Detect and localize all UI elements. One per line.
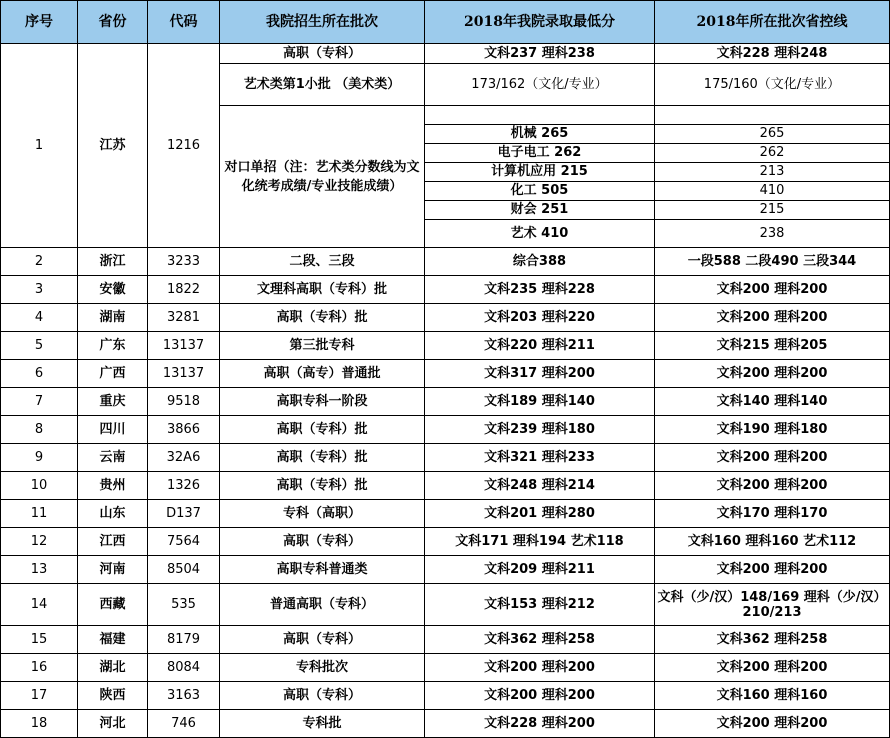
- control-line-cell: 文科200 理科200: [655, 276, 890, 304]
- control-line-cell: 文科190 理科180: [655, 416, 890, 444]
- batch-cell: 高职（高专）普通批: [220, 360, 425, 388]
- code-cell: 9518: [148, 388, 220, 416]
- table-row: [1, 710, 890, 738]
- batch-cell: 高职（专科）批: [220, 416, 425, 444]
- batch-cell: 高职（专科）: [220, 44, 425, 64]
- batch-cell: 高职（专科）批: [220, 444, 425, 472]
- control-line-cell: 文科200 理科200: [655, 654, 890, 682]
- seq-cell: 14: [1, 584, 78, 626]
- province-cell: 西藏: [78, 584, 148, 626]
- province-cell: 陕西: [78, 682, 148, 710]
- province-cell: 河南: [78, 556, 148, 584]
- code-cell: 3281: [148, 304, 220, 332]
- table-row: [1, 626, 890, 654]
- table-row: [1, 304, 890, 332]
- batch-cell: 普通高职（专科）: [220, 584, 425, 626]
- min-score-cell: 文科228 理科200: [425, 710, 655, 738]
- table-row: [1, 472, 890, 500]
- code-cell: 13137: [148, 360, 220, 388]
- table-row: [1, 556, 890, 584]
- min-score-cell: 文科201 理科280: [425, 500, 655, 528]
- batch-cell: 高职（专科）批: [220, 304, 425, 332]
- code-cell: 3233: [148, 248, 220, 276]
- batch-cell: 高职（专科）: [220, 682, 425, 710]
- min-score-cell: 文科248 理科214: [425, 472, 655, 500]
- province-cell: 云南: [78, 444, 148, 472]
- min-score-cell: 文科220 理科211: [425, 332, 655, 360]
- control-line-cell: 文科362 理科258: [655, 626, 890, 654]
- table-row: [1, 44, 890, 64]
- seq-cell: 1: [1, 44, 78, 248]
- province-cell: 河北: [78, 710, 148, 738]
- seq-cell: 17: [1, 682, 78, 710]
- table-row: [1, 500, 890, 528]
- min-score-cell: 综合388: [425, 248, 655, 276]
- code-cell: 3163: [148, 682, 220, 710]
- control-line-cell: 265: [655, 125, 890, 144]
- province-cell: 广东: [78, 332, 148, 360]
- min-score-cell: 文科209 理科211: [425, 556, 655, 584]
- control-line-cell: 文科200 理科200: [655, 556, 890, 584]
- table-row: [1, 332, 890, 360]
- code-cell: 746: [148, 710, 220, 738]
- control-line-cell: 文科160 理科160 艺术112: [655, 528, 890, 556]
- min-score-cell: 电子电工 262: [425, 144, 655, 163]
- province-cell: 山东: [78, 500, 148, 528]
- seq-cell: 11: [1, 500, 78, 528]
- table-row: [1, 276, 890, 304]
- table-row: [1, 584, 890, 626]
- code-cell: 7564: [148, 528, 220, 556]
- control-line-cell: 一段588 二段490 三段344: [655, 248, 890, 276]
- seq-cell: 3: [1, 276, 78, 304]
- control-line-cell: 262: [655, 144, 890, 163]
- province-cell: 湖北: [78, 654, 148, 682]
- table-row: [1, 388, 890, 416]
- province-cell: 广西: [78, 360, 148, 388]
- header-province: 省份: [78, 1, 148, 44]
- table-row: [1, 654, 890, 682]
- batch-cell: 专科批次: [220, 654, 425, 682]
- province-cell: 贵州: [78, 472, 148, 500]
- min-score-cell: 机械 265: [425, 125, 655, 144]
- min-score-cell: 化工 505: [425, 182, 655, 201]
- min-score-cell: 文科200 理科200: [425, 654, 655, 682]
- table-row: [1, 248, 890, 276]
- seq-cell: 2: [1, 248, 78, 276]
- min-score-cell: 文科200 理科200: [425, 682, 655, 710]
- seq-cell: 7: [1, 388, 78, 416]
- code-cell: 13137: [148, 332, 220, 360]
- header-min-score: 2018年我院录取最低分: [425, 1, 655, 44]
- province-cell: 福建: [78, 626, 148, 654]
- control-line-cell: 文科（少/汉）148/169 理科（少/汉）210/213: [655, 584, 890, 626]
- control-line-cell: 文科200 理科200: [655, 472, 890, 500]
- batch-cell: 高职（专科）: [220, 626, 425, 654]
- min-score-cell: 文科189 理科140: [425, 388, 655, 416]
- batch-cell: 高职专科普通类: [220, 556, 425, 584]
- batch-cell: 高职专科一阶段: [220, 388, 425, 416]
- control-line-cell: 文科200 理科200: [655, 304, 890, 332]
- batch-cell: 艺术类第1小批 （美术类）: [220, 64, 425, 106]
- batch-cell: 高职（专科）: [220, 528, 425, 556]
- control-line-cell: 文科215 理科205: [655, 332, 890, 360]
- code-cell: 3866: [148, 416, 220, 444]
- min-score-cell: 文科239 理科180: [425, 416, 655, 444]
- batch-cell: 专科批: [220, 710, 425, 738]
- province-cell: 浙江: [78, 248, 148, 276]
- header-code: 代码: [148, 1, 220, 44]
- min-score-cell: 文科235 理科228: [425, 276, 655, 304]
- seq-cell: 5: [1, 332, 78, 360]
- table-row: [1, 528, 890, 556]
- control-line-cell: 文科170 理科170: [655, 500, 890, 528]
- table-row: [1, 416, 890, 444]
- table-row: [1, 360, 890, 388]
- min-score-cell: 文科171 理科194 艺术118: [425, 528, 655, 556]
- table-row: [1, 444, 890, 472]
- control-line-cell: 文科200 理科200: [655, 360, 890, 388]
- province-cell: 江苏: [78, 44, 148, 248]
- seq-cell: 6: [1, 360, 78, 388]
- control-line-cell: 175/160（文化/专业）: [655, 64, 890, 106]
- min-score-cell: 文科321 理科233: [425, 444, 655, 472]
- control-line-cell: 215: [655, 201, 890, 220]
- province-cell: 四川: [78, 416, 148, 444]
- province-cell: 湖南: [78, 304, 148, 332]
- code-cell: 1216: [148, 44, 220, 248]
- seq-cell: 8: [1, 416, 78, 444]
- code-cell: D137: [148, 500, 220, 528]
- min-score-cell: 财会 251: [425, 201, 655, 220]
- control-line-cell: 213: [655, 163, 890, 182]
- province-cell: 江西: [78, 528, 148, 556]
- min-score-cell: 文科153 理科212: [425, 584, 655, 626]
- control-line-cell: 文科200 理科200: [655, 710, 890, 738]
- batch-cell: 文理科高职（专科）批: [220, 276, 425, 304]
- control-line-cell: 文科160 理科160: [655, 682, 890, 710]
- code-cell: 1822: [148, 276, 220, 304]
- seq-cell: 18: [1, 710, 78, 738]
- code-cell: 8179: [148, 626, 220, 654]
- header-batch: 我院招生所在批次: [220, 1, 425, 44]
- batch-cell: 专科（高职）: [220, 500, 425, 528]
- batch-cell: 对口单招（注：艺术类分数线为文化统考成绩/专业技能成绩）: [220, 106, 425, 248]
- min-score-cell: 文科203 理科220: [425, 304, 655, 332]
- min-score-cell: 艺术 410: [425, 220, 655, 248]
- control-line-cell: 文科228 理科248: [655, 44, 890, 64]
- code-cell: 8504: [148, 556, 220, 584]
- min-score-cell: 文科317 理科200: [425, 360, 655, 388]
- batch-cell: 二段、三段: [220, 248, 425, 276]
- batch-cell: 高职（专科）批: [220, 472, 425, 500]
- header-control-line: 2018年所在批次省控线: [655, 1, 890, 44]
- seq-cell: 10: [1, 472, 78, 500]
- header-seq: 序号: [1, 1, 78, 44]
- control-line-cell: 文科200 理科200: [655, 444, 890, 472]
- control-line-cell: 文科140 理科140: [655, 388, 890, 416]
- min-score-cell: 文科362 理科258: [425, 626, 655, 654]
- control-line-cell: 410: [655, 182, 890, 201]
- code-cell: 1326: [148, 472, 220, 500]
- batch-cell: 第三批专科: [220, 332, 425, 360]
- code-cell: 32A6: [148, 444, 220, 472]
- seq-cell: 12: [1, 528, 78, 556]
- code-cell: 8084: [148, 654, 220, 682]
- seq-cell: 13: [1, 556, 78, 584]
- seq-cell: 4: [1, 304, 78, 332]
- seq-cell: 15: [1, 626, 78, 654]
- min-score-cell: 173/162（文化/专业）: [425, 64, 655, 106]
- province-cell: 重庆: [78, 388, 148, 416]
- province-cell: 安徽: [78, 276, 148, 304]
- code-cell: 535: [148, 584, 220, 626]
- control-line-cell: 238: [655, 220, 890, 248]
- table-row: [1, 682, 890, 710]
- header-row: [1, 1, 890, 44]
- seq-cell: 16: [1, 654, 78, 682]
- min-score-cell: 计算机应用 215: [425, 163, 655, 182]
- seq-cell: 9: [1, 444, 78, 472]
- min-score-cell: 文科237 理科238: [425, 44, 655, 64]
